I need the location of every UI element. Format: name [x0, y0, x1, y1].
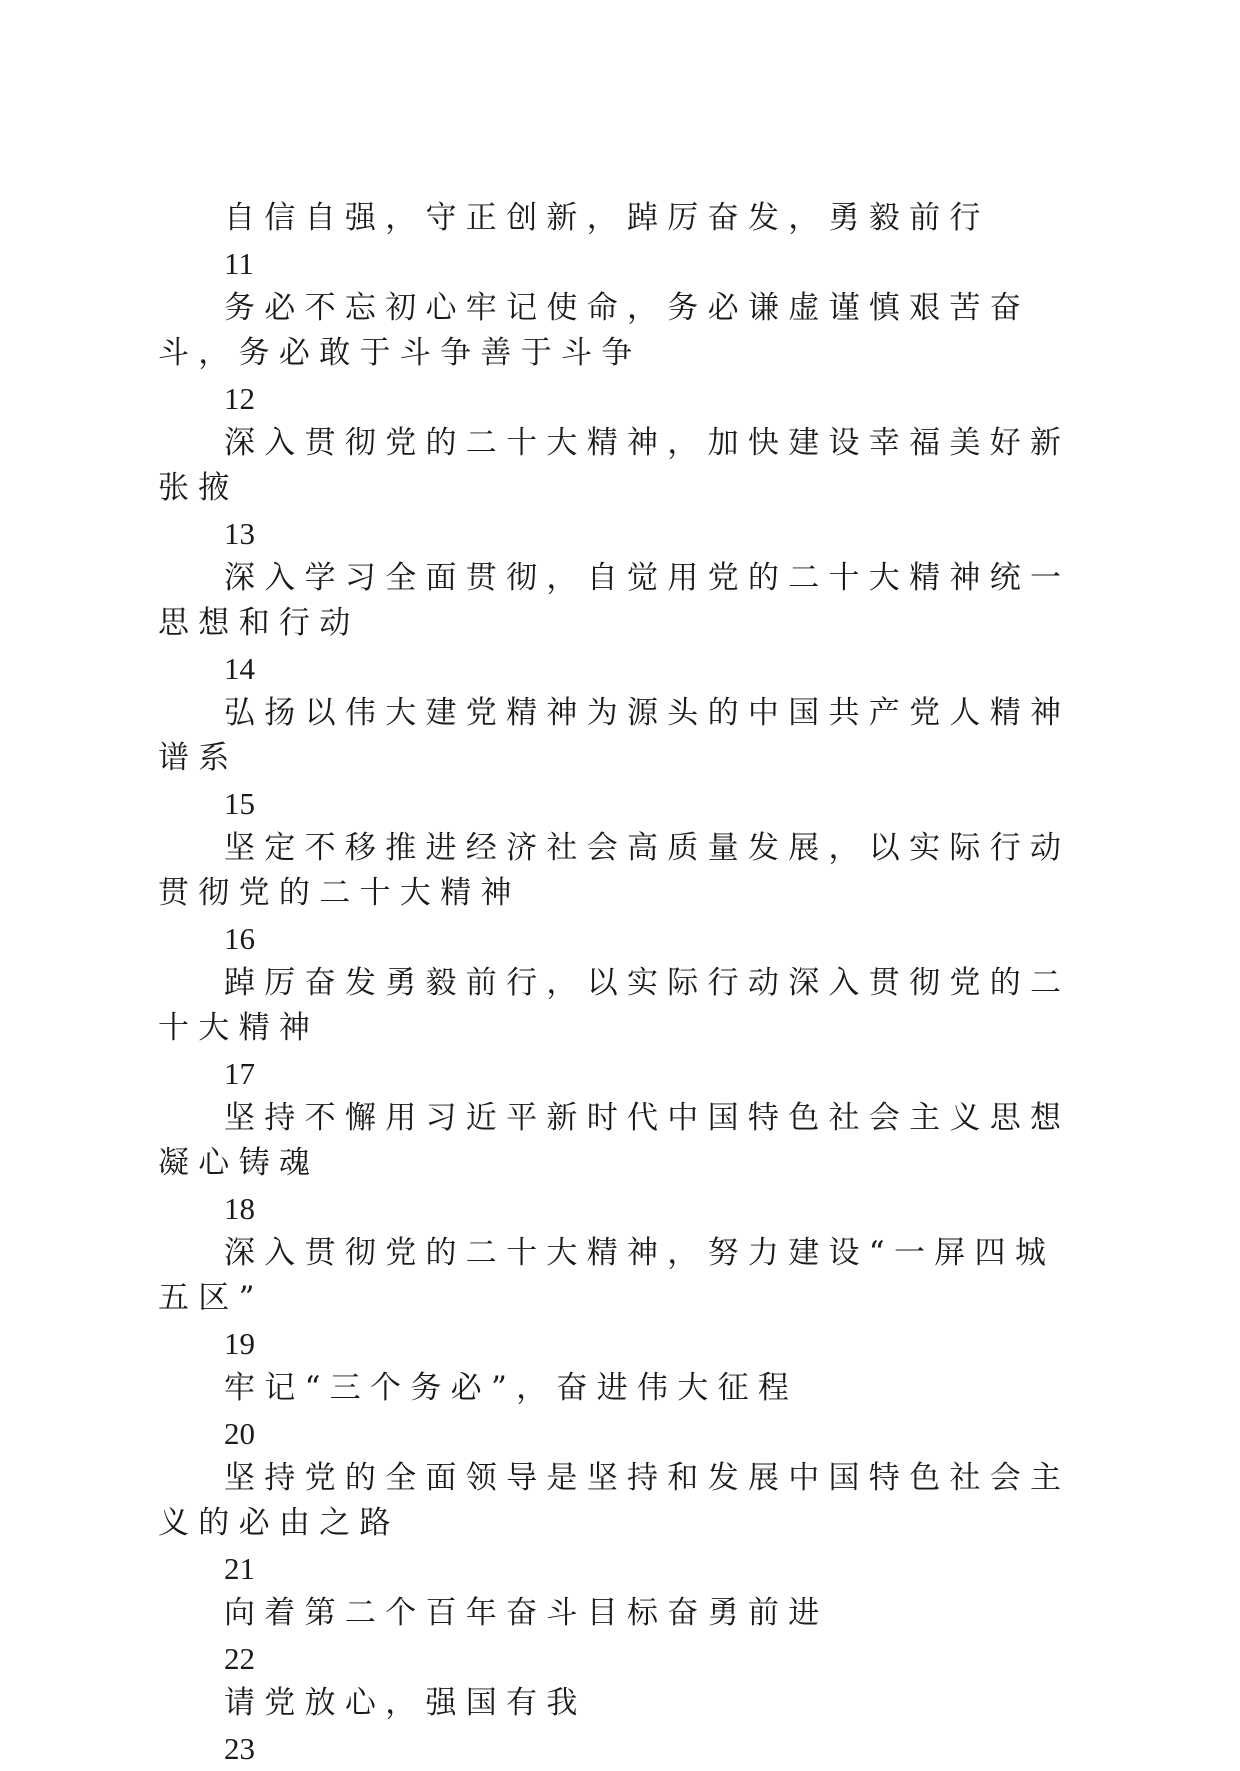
- list-item: [158, 826, 1078, 961]
- list-item: [158, 1096, 1078, 1231]
- entry-number: 18: [224, 1191, 255, 1226]
- entry-title: 自信自强，守正创新，踔厉奋发，勇毅前行: [224, 200, 990, 236]
- entry-number: 16: [224, 921, 255, 956]
- entry-title: 深入贯彻党的二十大精神，努力建设“一屏四城五区”: [158, 1235, 1056, 1316]
- entry-number: 17: [224, 1056, 255, 1091]
- entry-title: 请党放心，强国有我: [224, 1685, 587, 1721]
- entry-number: 12: [224, 381, 255, 416]
- entry-number: 15: [224, 786, 255, 821]
- entry-number: 11: [224, 246, 254, 281]
- entry-number: 13: [224, 516, 255, 551]
- entry-title: 踔厉奋发勇毅前行，以实际行动深入贯彻党的二十大精神: [158, 965, 1071, 1046]
- entry-title: 牢记“三个务必”，奋进伟大征程: [224, 1370, 799, 1406]
- entry-title: 向着第二个百年奋斗目标奋勇前进: [224, 1595, 829, 1631]
- document-body: [158, 196, 1078, 1771]
- entry-number: 22: [224, 1641, 255, 1676]
- list-item: [158, 1591, 1078, 1681]
- list-item: [158, 1456, 1078, 1591]
- entry-title: 坚定不移推进经济社会高质量发展，以实际行动贯彻党的二十大精神: [158, 830, 1071, 911]
- list-item: [158, 1366, 1078, 1456]
- entry-number: 23: [224, 1731, 255, 1766]
- list-item: [158, 286, 1078, 421]
- entry-number: 21: [224, 1551, 255, 1586]
- list-item: [158, 1681, 1078, 1771]
- list-item: [158, 961, 1078, 1096]
- entry-title: 坚持党的全面领导是坚持和发展中国特色社会主义的必由之路: [158, 1460, 1071, 1541]
- entry-title: 深入学习全面贯彻，自觉用党的二十大精神统一思想和行动: [158, 560, 1071, 641]
- entry-number: 20: [224, 1416, 255, 1451]
- list-item: [158, 1231, 1078, 1366]
- entry-number: 14: [224, 651, 255, 686]
- entry-title: 深入贯彻党的二十大精神，加快建设幸福美好新张掖: [158, 425, 1071, 506]
- entry-title: 务必不忘初心牢记使命，务必谦虚谨慎艰苦奋斗，务必敢于斗争善于斗争: [158, 290, 1030, 371]
- list-item: [158, 196, 1078, 286]
- entry-title: 弘扬以伟大建党精神为源头的中国共产党人精神谱系: [158, 695, 1071, 776]
- list-item: [158, 556, 1078, 691]
- entry-title: 坚持不懈用习近平新时代中国特色社会主义思想凝心铸魂: [158, 1100, 1071, 1181]
- list-item: [158, 691, 1078, 826]
- entry-number: 19: [224, 1326, 255, 1361]
- list-item: [158, 421, 1078, 556]
